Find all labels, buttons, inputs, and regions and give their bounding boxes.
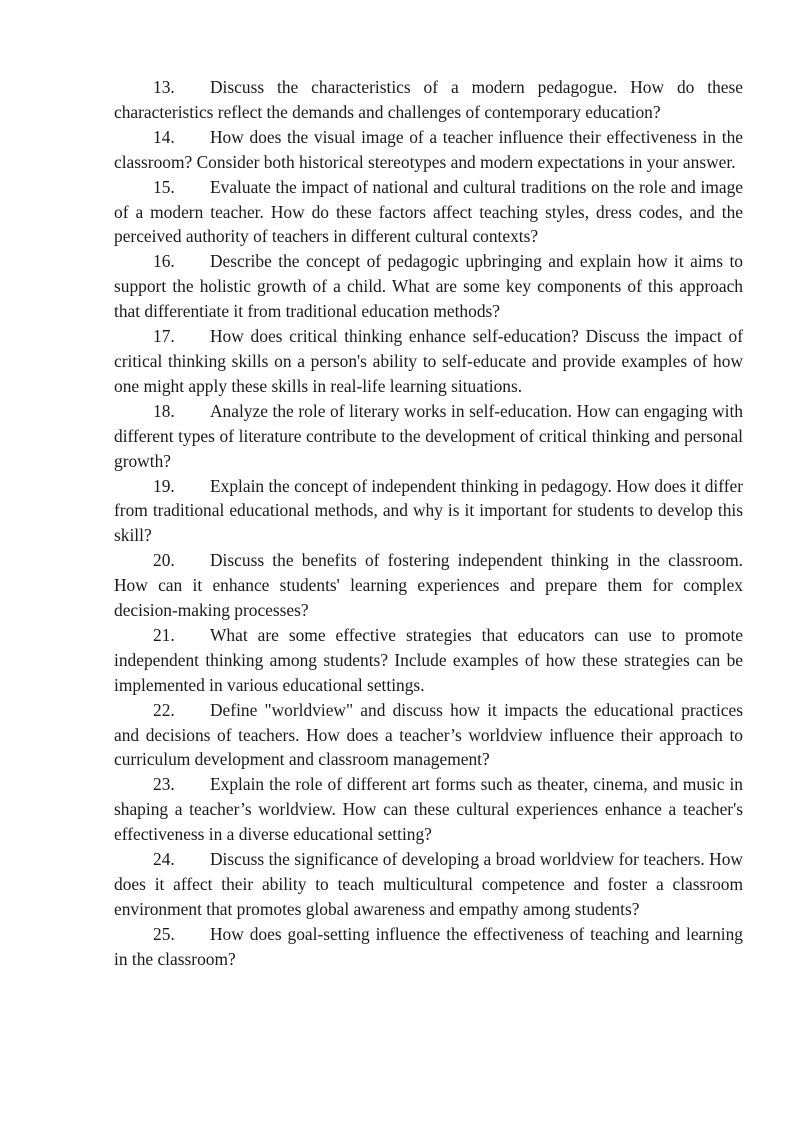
question-item	[114, 623, 743, 698]
question-number: 16.	[153, 251, 175, 272]
question-item	[114, 548, 743, 623]
question-number: 15.	[153, 176, 175, 197]
question-text: Discuss the benefits of fostering independent thinking in the classroom. How can it enhance students' learning experiences and prepare them for complex decision-making processes?	[114, 550, 743, 621]
question-list	[114, 75, 743, 972]
question-item	[114, 922, 743, 972]
question-text: Describe the concept of pedagogic upbringing and explain how it aims to support the holistic growth of a child. What are some key components of this approach that differentiate it from traditional education methods?	[114, 251, 743, 322]
question-item	[114, 474, 743, 549]
question-number: 17.	[153, 326, 175, 347]
question-number: 20.	[153, 550, 175, 571]
question-text: Evaluate the impact of national and cultural traditions on the role and image of a modern teacher. How do these factors affect teaching styles, dress codes, and the perceived authority of teachers in different cultural contexts?	[114, 176, 743, 247]
question-text: How does critical thinking enhance self-education? Discuss the impact of critical thinking skills on a person's ability to self-educate and provide examples of how one might apply these skills in real-life learning situations.	[114, 326, 743, 396]
question-number: 13.	[153, 77, 175, 97]
question-number: 14.	[153, 126, 175, 147]
question-item	[114, 175, 743, 250]
question-item	[114, 75, 743, 125]
question-number: 18.	[153, 400, 175, 421]
question-text: Analyze the role of literary works in self-education. How can engaging with different types of literature contribute to the development of critical thinking and personal growth?	[114, 400, 743, 471]
question-number: 25.	[153, 923, 175, 944]
question-text: What are some effective strategies that educators can use to promote independent thinking among students? Include examples of how these strategies can be implemented in various educational settings.	[114, 624, 743, 695]
question-text: How does the visual image of a teacher influence their effectiveness in the classroom? Consider both historical stereotypes and modern expectations in your answer.	[114, 126, 743, 172]
question-number: 24.	[153, 849, 175, 870]
question-text: Discuss the significance of developing a broad worldview for teachers. How does it affect their ability to teach multicultural competence and foster a classroom environment that promotes global awareness and empathy among students?	[114, 849, 743, 919]
question-text: How does goal-setting influence the effectiveness of teaching and learning in the classroom?	[114, 923, 743, 969]
question-number: 19.	[153, 475, 175, 496]
question-text: Discuss the characteristics of a modern pedagogue. How do these characteristics reflect the demands and challenges of contemporary education?	[114, 77, 743, 122]
question-number: 22.	[153, 699, 175, 720]
question-item	[114, 772, 743, 847]
question-number: 23.	[153, 774, 175, 795]
question-item	[114, 125, 743, 175]
question-item	[114, 324, 743, 399]
question-text: Explain the concept of independent thinking in pedagogy. How does it differ from traditional educational methods, and why is it important for students to develop this skill?	[114, 475, 743, 546]
question-text: Explain the role of different art forms such as theater, cinema, and music in shaping a teacher’s worldview. How can these cultural experiences enhance a teacher's effectiveness in a diverse educational setting?	[114, 774, 743, 845]
question-item	[114, 698, 743, 773]
question-item	[114, 399, 743, 474]
question-text: Define "worldview" and discuss how it impacts the educational practices and decisions of teachers. How does a teacher’s worldview influence their approach to curriculum development and classroom management?	[114, 699, 743, 770]
question-number: 21.	[153, 624, 175, 645]
question-item	[114, 847, 743, 922]
question-item	[114, 249, 743, 324]
